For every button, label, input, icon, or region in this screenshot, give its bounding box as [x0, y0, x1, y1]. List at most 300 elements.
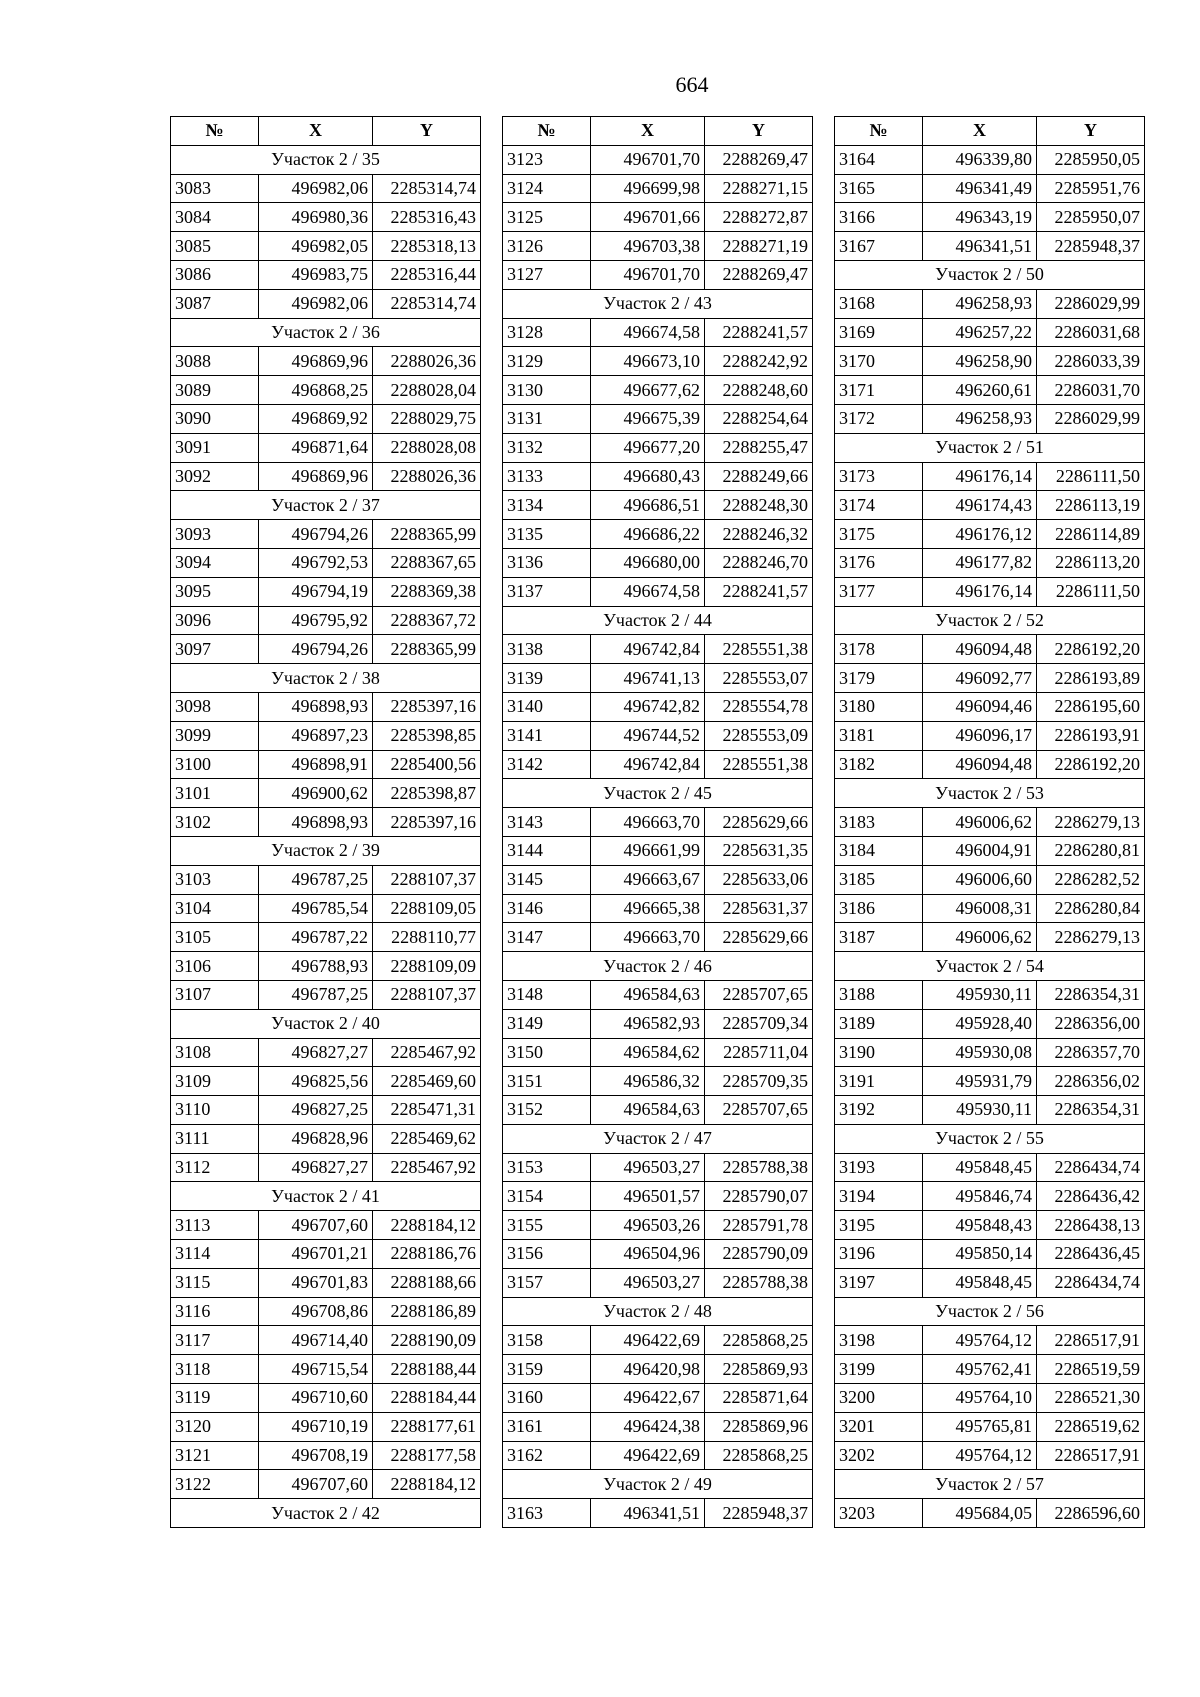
x-coordinate: 496900,62: [259, 779, 373, 808]
point-number: 3191: [835, 1067, 923, 1096]
x-coordinate: 496868,25: [259, 376, 373, 405]
point-number: 3135: [503, 520, 591, 549]
table-row: [503, 1153, 813, 1182]
point-number: 3129: [503, 347, 591, 376]
table-row: [835, 1153, 1145, 1182]
x-coordinate: 496827,25: [259, 1096, 373, 1125]
x-coordinate: 495762,41: [923, 1355, 1037, 1384]
x-coordinate: 496983,75: [259, 260, 373, 289]
point-number: 3108: [171, 1038, 259, 1067]
x-coordinate: 496827,27: [259, 1038, 373, 1067]
y-coordinate: 2286280,81: [1037, 836, 1145, 865]
table-row: [171, 808, 481, 837]
point-number: 3176: [835, 548, 923, 577]
x-coordinate: 496701,21: [259, 1240, 373, 1269]
table-row: [503, 376, 813, 405]
x-coordinate: 496825,56: [259, 1067, 373, 1096]
point-number: 3147: [503, 923, 591, 952]
point-number: 3165: [835, 174, 923, 203]
point-number: 3113: [171, 1211, 259, 1240]
x-coordinate: 496787,25: [259, 865, 373, 894]
y-coordinate: 2288107,37: [373, 980, 481, 1009]
section-title: Участок 2 / 41: [171, 1182, 481, 1211]
section-title: Участок 2 / 47: [503, 1124, 813, 1153]
table-row: [171, 577, 481, 606]
y-coordinate: 2285707,65: [705, 1096, 813, 1125]
section-row: [171, 1009, 481, 1038]
y-coordinate: 2286354,31: [1037, 1096, 1145, 1125]
y-coordinate: 2288255,47: [705, 433, 813, 462]
header-x: X: [923, 117, 1037, 146]
x-coordinate: 496582,93: [591, 1009, 705, 1038]
x-coordinate: 496982,06: [259, 289, 373, 318]
point-number: 3152: [503, 1096, 591, 1125]
table-row: [171, 894, 481, 923]
y-coordinate: 2286193,89: [1037, 664, 1145, 693]
point-number: 3094: [171, 548, 259, 577]
point-number: 3134: [503, 491, 591, 520]
point-number: 3102: [171, 808, 259, 837]
x-coordinate: 496174,43: [923, 491, 1037, 520]
point-number: 3189: [835, 1009, 923, 1038]
y-coordinate: 2285948,37: [1037, 232, 1145, 261]
point-number: 3188: [835, 980, 923, 1009]
table-row: [835, 1240, 1145, 1269]
table-row: [171, 779, 481, 808]
point-number: 3178: [835, 635, 923, 664]
header-y: Y: [1037, 117, 1145, 146]
point-number: 3149: [503, 1009, 591, 1038]
x-coordinate: 496708,19: [259, 1441, 373, 1470]
point-number: 3145: [503, 865, 591, 894]
table-row: [835, 1326, 1145, 1355]
y-coordinate: 2288248,60: [705, 376, 813, 405]
table-row: [171, 923, 481, 952]
table-row: [503, 1096, 813, 1125]
point-number: 3187: [835, 923, 923, 952]
x-coordinate: 496503,26: [591, 1211, 705, 1240]
table-row: [835, 1182, 1145, 1211]
point-number: 3175: [835, 520, 923, 549]
point-number: 3193: [835, 1153, 923, 1182]
point-number: 3203: [835, 1499, 923, 1528]
y-coordinate: 2285629,66: [705, 808, 813, 837]
x-coordinate: 496869,92: [259, 404, 373, 433]
x-coordinate: 496004,91: [923, 836, 1037, 865]
y-coordinate: 2286280,84: [1037, 894, 1145, 923]
y-coordinate: 2286517,91: [1037, 1326, 1145, 1355]
point-number: 3092: [171, 462, 259, 491]
table-row: [503, 1038, 813, 1067]
point-number: 3155: [503, 1211, 591, 1240]
x-coordinate: 496794,19: [259, 577, 373, 606]
y-coordinate: 2288365,99: [373, 520, 481, 549]
y-coordinate: 2285868,25: [705, 1441, 813, 1470]
y-coordinate: 2285788,38: [705, 1153, 813, 1182]
y-coordinate: 2286436,45: [1037, 1240, 1145, 1269]
point-number: 3146: [503, 894, 591, 923]
section-row: [171, 664, 481, 693]
table-row: [835, 462, 1145, 491]
table-row: [503, 692, 813, 721]
point-number: 3167: [835, 232, 923, 261]
point-number: 3163: [503, 1499, 591, 1528]
table-row: [171, 721, 481, 750]
y-coordinate: 2285629,66: [705, 923, 813, 952]
x-coordinate: 496504,96: [591, 1240, 705, 1269]
page-number: 664: [675, 72, 709, 97]
y-coordinate: 2286031,70: [1037, 376, 1145, 405]
y-coordinate: 2285551,38: [705, 750, 813, 779]
header-num: №: [835, 117, 923, 146]
y-coordinate: 2286192,20: [1037, 750, 1145, 779]
point-number: 3186: [835, 894, 923, 923]
x-coordinate: 495846,74: [923, 1182, 1037, 1211]
coordinates-table-3: [834, 116, 1145, 1528]
point-number: 3100: [171, 750, 259, 779]
section-title: Участок 2 / 49: [503, 1470, 813, 1499]
point-number: 3093: [171, 520, 259, 549]
x-coordinate: 496742,84: [591, 635, 705, 664]
y-coordinate: 2288269,47: [705, 145, 813, 174]
y-coordinate: 2286438,13: [1037, 1211, 1145, 1240]
table-row: [171, 606, 481, 635]
x-coordinate: 496006,60: [923, 865, 1037, 894]
y-coordinate: 2285633,06: [705, 865, 813, 894]
y-coordinate: 2285790,09: [705, 1240, 813, 1269]
y-coordinate: 2286282,52: [1037, 865, 1145, 894]
x-coordinate: 495928,40: [923, 1009, 1037, 1038]
y-coordinate: 2288246,70: [705, 548, 813, 577]
section-title: Участок 2 / 43: [503, 289, 813, 318]
section-row: [835, 433, 1145, 462]
x-coordinate: 496788,93: [259, 952, 373, 981]
x-coordinate: 496710,19: [259, 1412, 373, 1441]
point-number: 3153: [503, 1153, 591, 1182]
point-number: 3177: [835, 577, 923, 606]
table-row: [171, 1038, 481, 1067]
x-coordinate: 496176,14: [923, 577, 1037, 606]
y-coordinate: 2288028,08: [373, 433, 481, 462]
x-coordinate: 496701,70: [591, 145, 705, 174]
x-coordinate: 496257,22: [923, 318, 1037, 347]
y-coordinate: 2285950,05: [1037, 145, 1145, 174]
x-coordinate: 496980,36: [259, 203, 373, 232]
coordinates-table-1: [170, 116, 481, 1528]
table-row: [171, 520, 481, 549]
point-number: 3083: [171, 174, 259, 203]
section-row: [835, 1124, 1145, 1153]
point-number: 3097: [171, 635, 259, 664]
x-coordinate: 496708,86: [259, 1297, 373, 1326]
table-row: [503, 1211, 813, 1240]
table-row: [503, 232, 813, 261]
table-header-row: [503, 117, 813, 146]
y-coordinate: 2285554,78: [705, 692, 813, 721]
point-number: 3141: [503, 721, 591, 750]
y-coordinate: 2286596,60: [1037, 1499, 1145, 1528]
x-coordinate: 496827,27: [259, 1153, 373, 1182]
section-title: Участок 2 / 44: [503, 606, 813, 635]
table-row: [503, 1384, 813, 1413]
section-title: Участок 2 / 53: [835, 779, 1145, 808]
point-number: 3196: [835, 1240, 923, 1269]
section-title: Участок 2 / 56: [835, 1297, 1145, 1326]
point-number: 3136: [503, 548, 591, 577]
point-number: 3197: [835, 1268, 923, 1297]
point-number: 3118: [171, 1355, 259, 1384]
table-row: [835, 174, 1145, 203]
point-number: 3137: [503, 577, 591, 606]
section-row: [503, 1470, 813, 1499]
x-coordinate: 496715,54: [259, 1355, 373, 1384]
y-coordinate: 2288254,64: [705, 404, 813, 433]
y-coordinate: 2286033,39: [1037, 347, 1145, 376]
x-coordinate: 496680,43: [591, 462, 705, 491]
point-number: 3184: [835, 836, 923, 865]
table-row: [171, 260, 481, 289]
point-number: 3107: [171, 980, 259, 1009]
table-row: [835, 1412, 1145, 1441]
y-coordinate: 2288028,04: [373, 376, 481, 405]
y-coordinate: 2288184,44: [373, 1384, 481, 1413]
section-row: [503, 1124, 813, 1153]
x-coordinate: 496871,64: [259, 433, 373, 462]
y-coordinate: 2288242,92: [705, 347, 813, 376]
x-coordinate: 496741,13: [591, 664, 705, 693]
section-row: [835, 260, 1145, 289]
table-row: [503, 1182, 813, 1211]
header-y: Y: [705, 117, 813, 146]
table-row: [835, 721, 1145, 750]
x-coordinate: 496584,62: [591, 1038, 705, 1067]
x-coordinate: 496897,23: [259, 721, 373, 750]
point-number: 3183: [835, 808, 923, 837]
header-x: X: [591, 117, 705, 146]
y-coordinate: 2285471,31: [373, 1096, 481, 1125]
y-coordinate: 2285551,38: [705, 635, 813, 664]
point-number: 3190: [835, 1038, 923, 1067]
table-row: [835, 548, 1145, 577]
table-row: [171, 1268, 481, 1297]
section-title: Участок 2 / 52: [835, 606, 1145, 635]
section-row: [835, 1297, 1145, 1326]
y-coordinate: 2285469,60: [373, 1067, 481, 1096]
point-number: 3115: [171, 1268, 259, 1297]
y-coordinate: 2285709,34: [705, 1009, 813, 1038]
table-row: [171, 289, 481, 318]
y-coordinate: 2288184,12: [373, 1470, 481, 1499]
x-coordinate: 496420,98: [591, 1355, 705, 1384]
y-coordinate: 2288109,09: [373, 952, 481, 981]
y-coordinate: 2285314,74: [373, 174, 481, 203]
y-coordinate: 2285397,16: [373, 692, 481, 721]
y-coordinate: 2288241,57: [705, 577, 813, 606]
table-row: [835, 376, 1145, 405]
x-coordinate: 496258,93: [923, 289, 1037, 318]
table-row: [835, 923, 1145, 952]
y-coordinate: 2285316,43: [373, 203, 481, 232]
table-row: [171, 1326, 481, 1355]
x-coordinate: 496714,40: [259, 1326, 373, 1355]
table-header-row: [171, 117, 481, 146]
x-coordinate: 496422,69: [591, 1326, 705, 1355]
x-coordinate: 496982,05: [259, 232, 373, 261]
y-coordinate: 2286517,91: [1037, 1441, 1145, 1470]
x-coordinate: 496742,82: [591, 692, 705, 721]
table-row: [171, 462, 481, 491]
point-number: 3120: [171, 1412, 259, 1441]
point-number: 3099: [171, 721, 259, 750]
point-number: 3103: [171, 865, 259, 894]
point-number: 3112: [171, 1153, 259, 1182]
point-number: 3084: [171, 203, 259, 232]
point-number: 3142: [503, 750, 591, 779]
point-number: 3159: [503, 1355, 591, 1384]
table-row: [171, 203, 481, 232]
point-number: 3119: [171, 1384, 259, 1413]
table-row: [171, 1067, 481, 1096]
section-title: Участок 2 / 36: [171, 318, 481, 347]
x-coordinate: 496258,90: [923, 347, 1037, 376]
point-number: 3182: [835, 750, 923, 779]
table-row: [503, 347, 813, 376]
x-coordinate: 496341,49: [923, 174, 1037, 203]
table-row: [503, 1499, 813, 1528]
table-row: [171, 692, 481, 721]
section-row: [171, 1499, 481, 1528]
x-coordinate: 496586,32: [591, 1067, 705, 1096]
section-row: [835, 779, 1145, 808]
table-row: [171, 1240, 481, 1269]
x-coordinate: 495930,08: [923, 1038, 1037, 1067]
x-coordinate: 496008,31: [923, 894, 1037, 923]
table-row: [503, 836, 813, 865]
table-row: [171, 1096, 481, 1125]
x-coordinate: 496258,93: [923, 404, 1037, 433]
point-number: 3169: [835, 318, 923, 347]
point-number: 3105: [171, 923, 259, 952]
table-row: [835, 203, 1145, 232]
table-row: [503, 433, 813, 462]
x-coordinate: 495848,43: [923, 1211, 1037, 1240]
point-number: 3143: [503, 808, 591, 837]
section-title: Участок 2 / 48: [503, 1297, 813, 1326]
y-coordinate: 2285868,25: [705, 1326, 813, 1355]
y-coordinate: 2286111,50: [1037, 577, 1145, 606]
table-row: [835, 1096, 1145, 1125]
point-number: 3109: [171, 1067, 259, 1096]
x-coordinate: 496341,51: [923, 232, 1037, 261]
table-row: [503, 1268, 813, 1297]
x-coordinate: 496703,38: [591, 232, 705, 261]
header-num: №: [503, 117, 591, 146]
point-number: 3104: [171, 894, 259, 923]
y-coordinate: 2286521,30: [1037, 1384, 1145, 1413]
x-coordinate: 496501,57: [591, 1182, 705, 1211]
point-number: 3170: [835, 347, 923, 376]
table-row: [171, 1153, 481, 1182]
x-coordinate: 496006,62: [923, 923, 1037, 952]
y-coordinate: 2285951,76: [1037, 174, 1145, 203]
x-coordinate: 495930,11: [923, 1096, 1037, 1125]
table-row: [835, 980, 1145, 1009]
x-coordinate: 496094,46: [923, 692, 1037, 721]
point-number: 3123: [503, 145, 591, 174]
y-coordinate: 2285397,16: [373, 808, 481, 837]
point-number: 3125: [503, 203, 591, 232]
table-row: [171, 1124, 481, 1153]
y-coordinate: 2285791,78: [705, 1211, 813, 1240]
table-row: [171, 232, 481, 261]
point-number: 3139: [503, 664, 591, 693]
section-title: Участок 2 / 46: [503, 952, 813, 981]
table-row: [503, 664, 813, 693]
x-coordinate: 496677,20: [591, 433, 705, 462]
x-coordinate: 495764,12: [923, 1441, 1037, 1470]
header-y: Y: [373, 117, 481, 146]
table-row: [503, 1326, 813, 1355]
x-coordinate: 496677,62: [591, 376, 705, 405]
section-row: [503, 779, 813, 808]
x-coordinate: 496663,70: [591, 808, 705, 837]
section-title: Участок 2 / 37: [171, 491, 481, 520]
x-coordinate: 496710,60: [259, 1384, 373, 1413]
table-row: [171, 1211, 481, 1240]
point-number: 3160: [503, 1384, 591, 1413]
table-row: [503, 462, 813, 491]
point-number: 3121: [171, 1441, 259, 1470]
y-coordinate: 2285950,07: [1037, 203, 1145, 232]
table-row: [835, 520, 1145, 549]
y-coordinate: 2286434,74: [1037, 1268, 1145, 1297]
y-coordinate: 2288269,47: [705, 260, 813, 289]
x-coordinate: 496869,96: [259, 462, 373, 491]
x-coordinate: 496794,26: [259, 635, 373, 664]
section-row: [171, 145, 481, 174]
point-number: 3179: [835, 664, 923, 693]
x-coordinate: 496663,70: [591, 923, 705, 952]
x-coordinate: 496422,69: [591, 1441, 705, 1470]
table-row: [171, 750, 481, 779]
point-number: 3130: [503, 376, 591, 405]
table-row: [835, 1384, 1145, 1413]
table-row: [171, 404, 481, 433]
table-row: [503, 1412, 813, 1441]
point-number: 3171: [835, 376, 923, 405]
table-row: [503, 1009, 813, 1038]
y-coordinate: 2285711,04: [705, 1038, 813, 1067]
y-coordinate: 2288246,32: [705, 520, 813, 549]
x-coordinate: 495764,12: [923, 1326, 1037, 1355]
table-row: [835, 318, 1145, 347]
y-coordinate: 2286114,89: [1037, 520, 1145, 549]
x-coordinate: 496341,51: [591, 1499, 705, 1528]
table-row: [171, 635, 481, 664]
point-number: 3132: [503, 433, 591, 462]
coordinates-table-2: [502, 116, 813, 1528]
point-number: 3201: [835, 1412, 923, 1441]
table-row: [171, 1470, 481, 1499]
table-row: [503, 1067, 813, 1096]
point-number: 3131: [503, 404, 591, 433]
table-row: [503, 894, 813, 923]
point-number: 3166: [835, 203, 923, 232]
table-row: [171, 1355, 481, 1384]
y-coordinate: 2285469,62: [373, 1124, 481, 1153]
y-coordinate: 2288110,77: [373, 923, 481, 952]
point-number: 3127: [503, 260, 591, 289]
